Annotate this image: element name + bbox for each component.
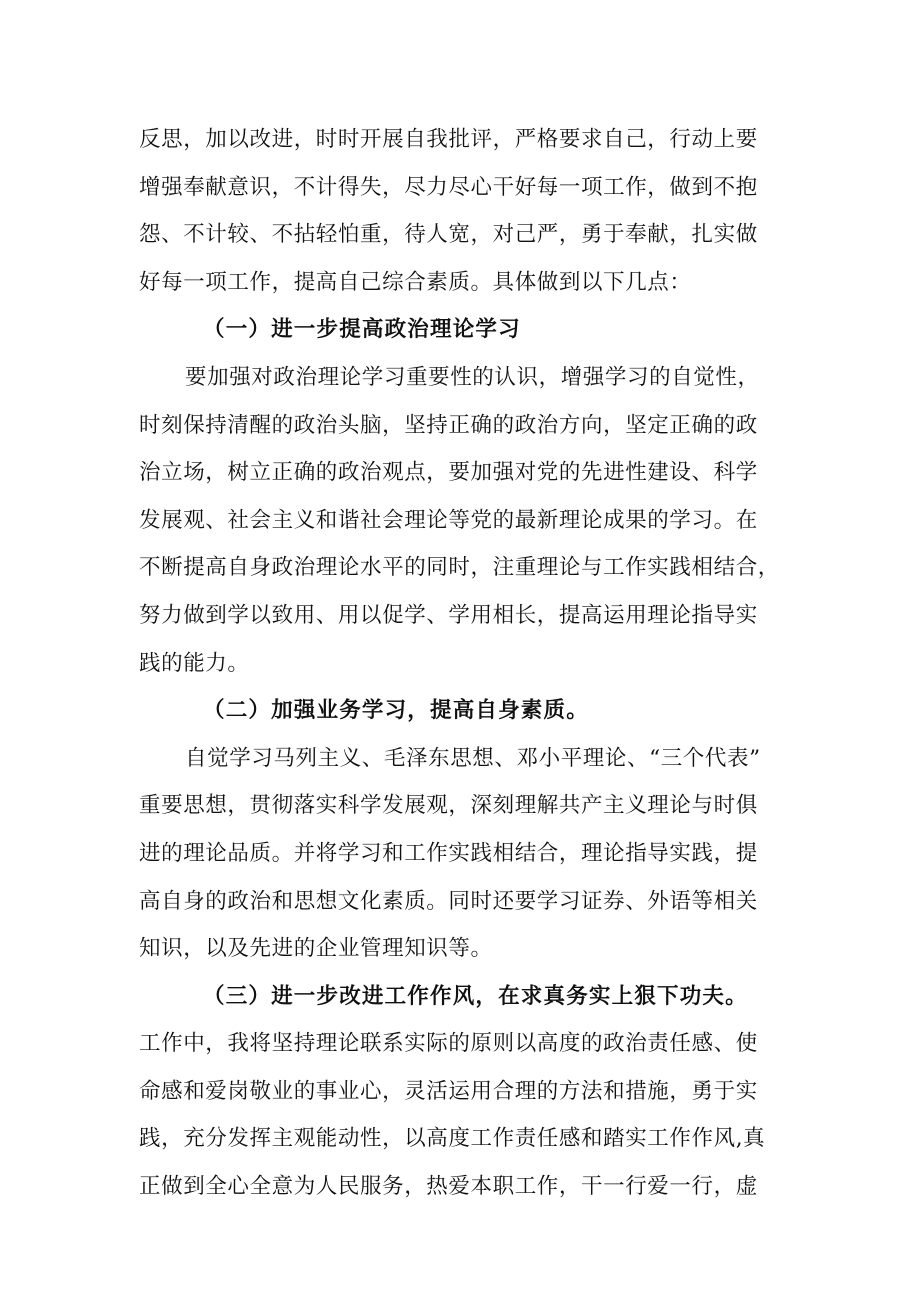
- text-line: 高自身的政治和思想文化素质。同时还要学习证券、外语等相关: [139, 888, 758, 914]
- text-line: 发展观、社会主义和谐社会理论等党的最新理论成果的学习。在: [139, 507, 758, 533]
- text-line: 践，充分发挥主观能动性，以高度工作责任感和踏实工作作风,真: [139, 1126, 766, 1152]
- text-line: 努力做到学以致用、用以促学、学用相长，提高运用理论指导实: [139, 602, 758, 628]
- section-heading-3: （三）进一步改进工作作风，在求真务实上狠下功夫。: [203, 983, 748, 1009]
- section-heading-1: （一）进一步提高政治理论学习: [203, 317, 521, 343]
- paragraph-start: 自觉学习马列主义、毛泽东思想、邓小平理论、“三个代表”: [185, 745, 761, 771]
- text-line: 工作中，我将坚持理论联系实际的原则以高度的政治责任感、使: [139, 1031, 758, 1057]
- text-line: 知识，以及先进的企业管理知识等。: [139, 936, 493, 962]
- text-line: 好每一项工作，提高自己综合素质。具体做到以下几点：: [139, 269, 692, 295]
- text-line: 治立场，树立正确的政治观点，要加强对党的先进性建设、科学: [139, 460, 758, 486]
- text-line: 增强奉献意识，不计得失，尽力尽心干好每一项工作，做到不抱: [139, 174, 758, 200]
- text-line: 正做到全心全意为人民服务，热爱本职工作，干一行爱一行，虚: [139, 1174, 758, 1200]
- text-line: 不断提高自身政治理论水平的同时，注重理论与工作实践相结合，: [139, 555, 780, 581]
- paragraph-start: 要加强对政治理论学习重要性的认识，增强学习的自觉性，: [185, 364, 760, 390]
- section-heading-2: （二）加强业务学习，提高自身素质。: [203, 698, 589, 724]
- text-line: 重要思想，贯彻落实科学发展观，深刻理解共产主义理论与时俱: [139, 793, 758, 819]
- text-line: 时刻保持清醒的政治头脑，坚持正确的政治方向，坚定正确的政: [139, 412, 758, 438]
- text-line: 反思，加以改进，时时开展自我批评，严格要求自己，行动上要: [139, 127, 758, 152]
- text-line: 践的能力。: [139, 650, 250, 676]
- text-line: 怨、不计较、不拈轻怕重，待人宽，对己严，勇于奉献，扎实做: [139, 222, 758, 248]
- text-line: 命感和爱岗敬业的事业心，灵活运用合理的方法和措施，勇于实: [139, 1078, 758, 1104]
- text-line: 进的理论品质。并将学习和工作实践相结合，理论指导实践，提: [139, 840, 758, 866]
- document-page: [139, 116, 799, 1211]
